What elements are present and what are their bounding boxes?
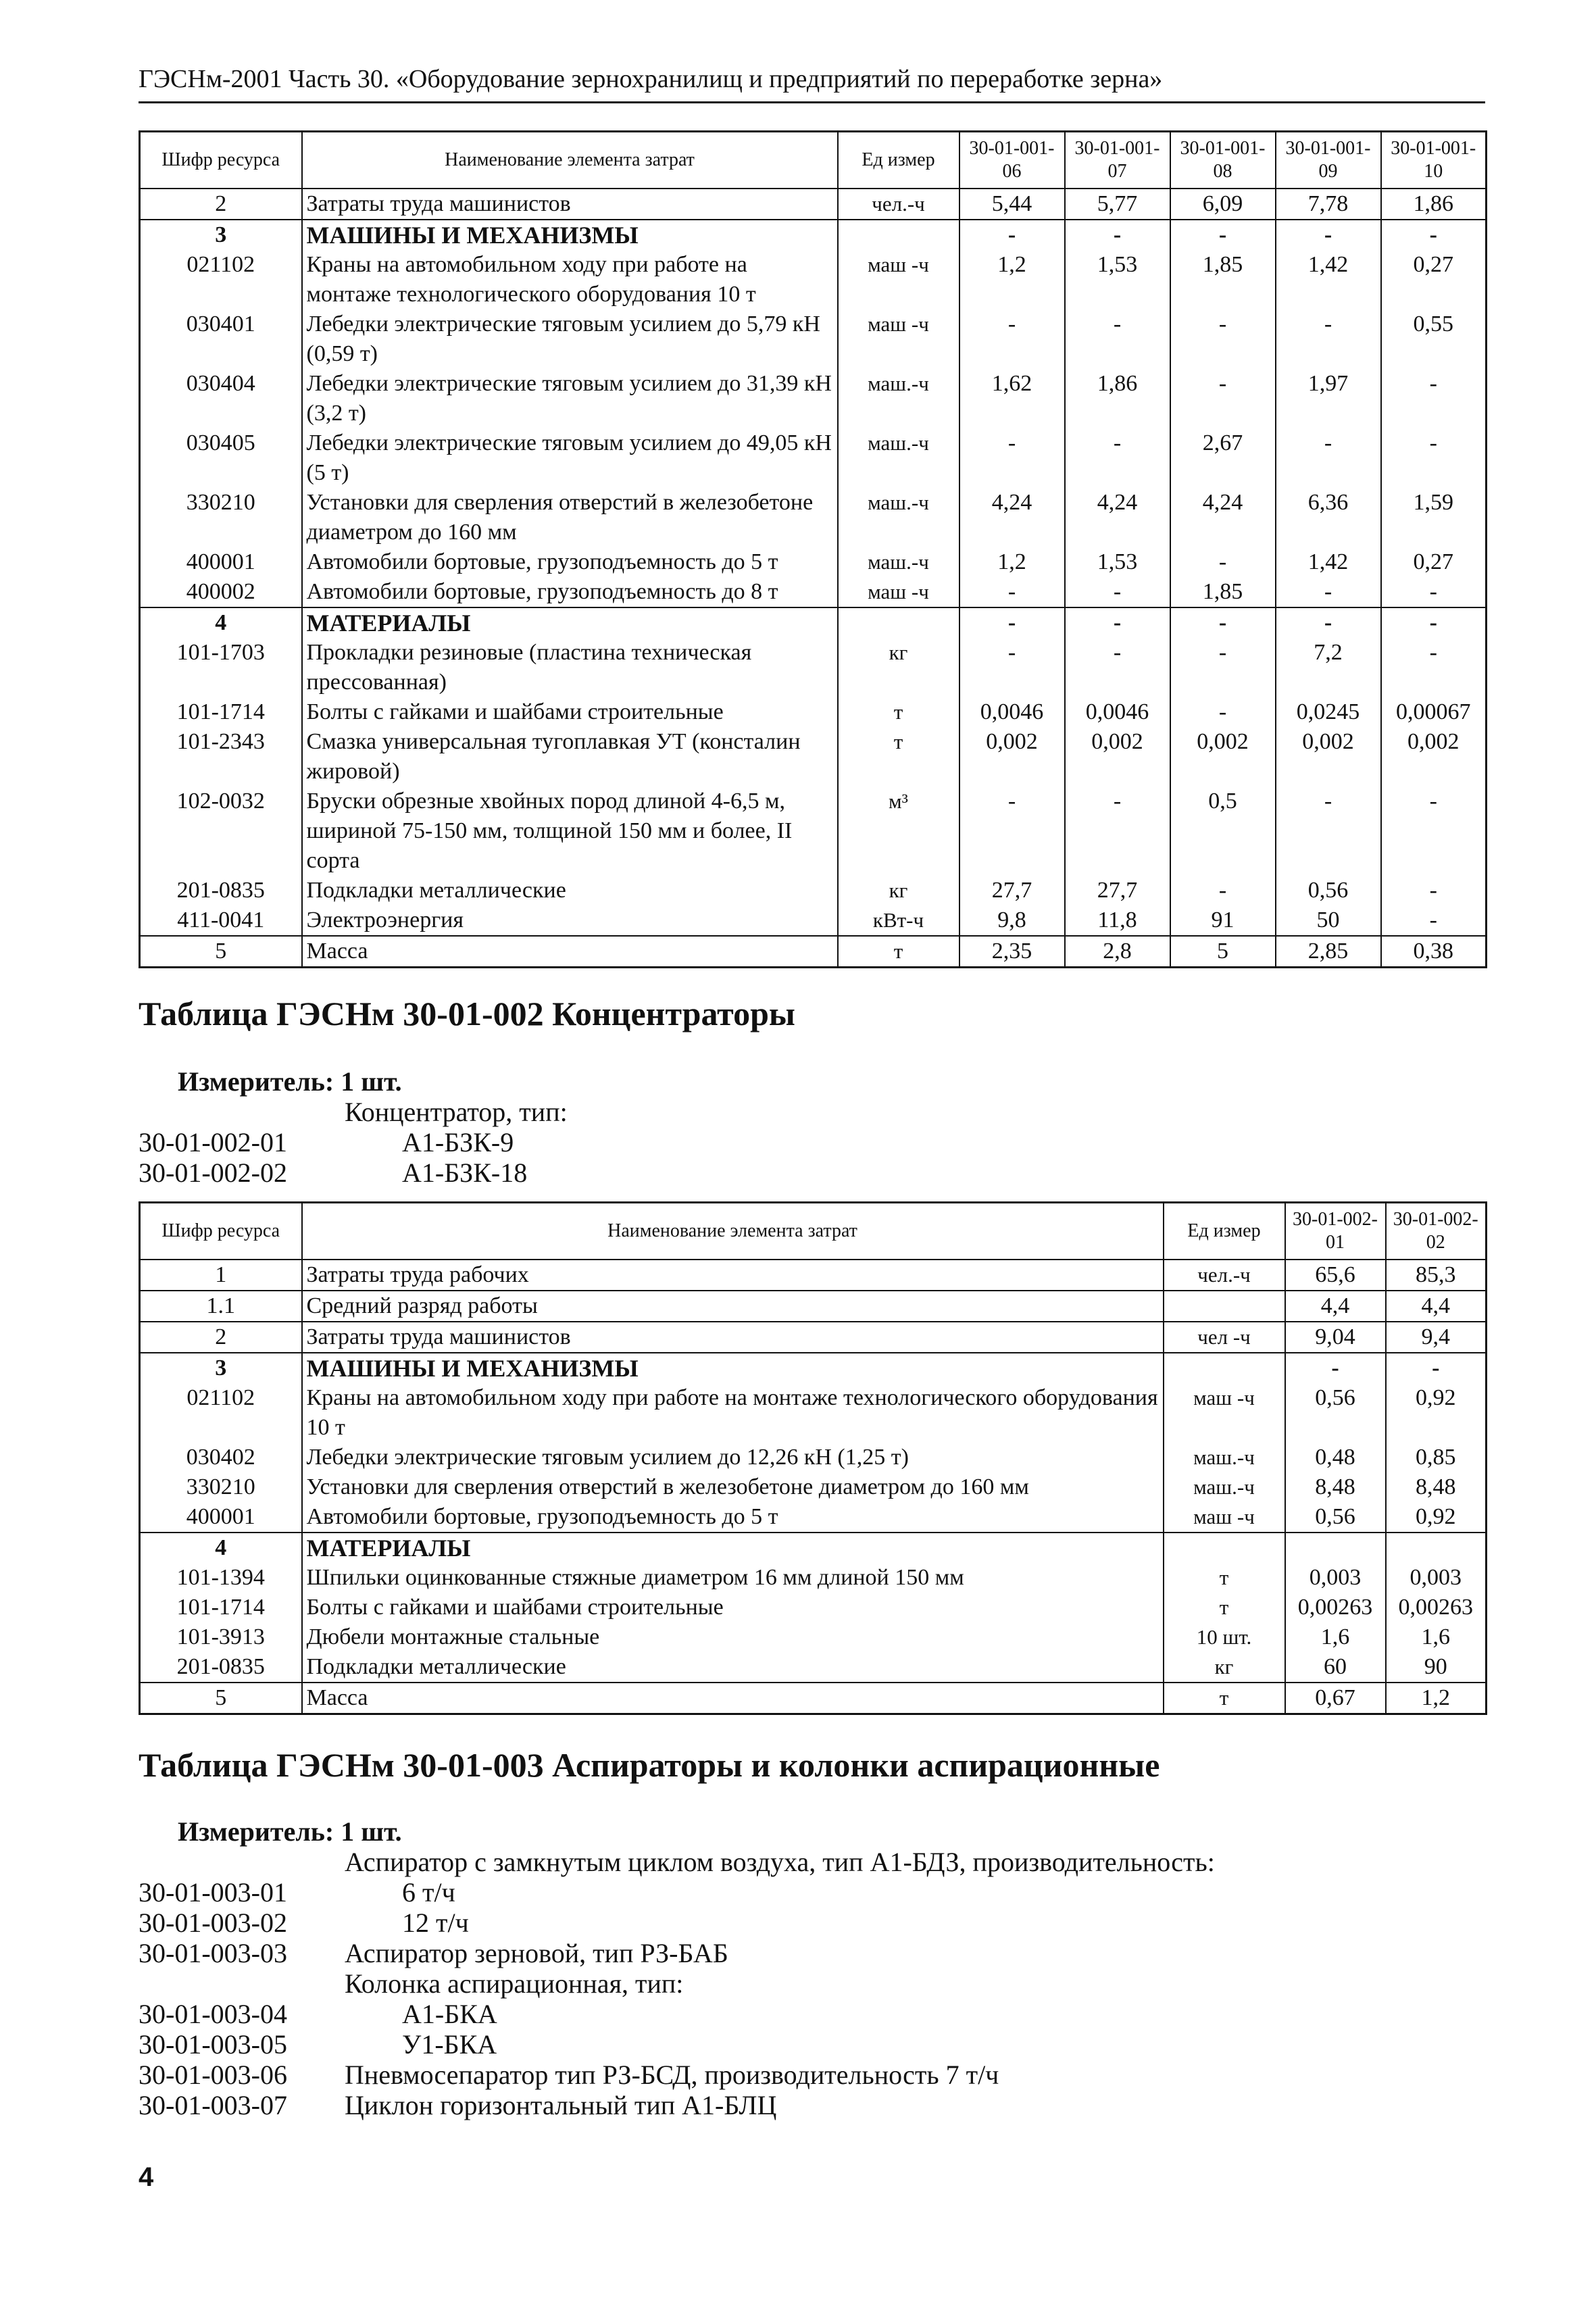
meter-value: 1 шт.	[341, 1066, 402, 1097]
cost-element-name: Краны на автомобильном ходу при работе на монтаже технологического оборудования 10 т	[302, 1383, 1164, 1443]
cost-element-name: Лебедки электрические тяговым усилием до 49,05 кН (5 т)	[302, 428, 838, 488]
col-header: 30-01-001-10	[1381, 132, 1487, 189]
table-row	[140, 309, 1487, 369]
cost-element-name: Средний разряд работы	[302, 1291, 1164, 1322]
resource-code: 330210	[140, 488, 302, 547]
table-row	[140, 1652, 1487, 1683]
resource-code: 400001	[140, 1502, 302, 1533]
value-cell: -	[1065, 428, 1170, 488]
resource-code: 030402	[140, 1443, 302, 1472]
value-cell: 2,35	[959, 936, 1065, 968]
value-cell: 0,27	[1381, 547, 1487, 577]
table-row	[140, 250, 1487, 309]
value-cell: -	[1285, 1353, 1386, 1383]
col-header: Шифр ресурса	[140, 1203, 302, 1260]
value-cell: 0,003	[1285, 1563, 1386, 1593]
resource-code: 3	[140, 220, 302, 250]
value-cell: 2,67	[1170, 428, 1276, 488]
value-cell: 4,4	[1285, 1291, 1386, 1322]
variant-description: А1-БКА	[402, 1999, 497, 2029]
resource-code: 1.1	[140, 1291, 302, 1322]
unit-cell: маш.-ч	[838, 428, 959, 488]
unit-cell: маш.-ч	[838, 547, 959, 577]
value-cell: -	[959, 428, 1065, 488]
value-cell: -	[1276, 607, 1381, 638]
resource-code: 030404	[140, 369, 302, 428]
value-cell: 0,85	[1386, 1443, 1487, 1472]
resource-code: 021102	[140, 1383, 302, 1443]
unit-cell: кВт-ч	[838, 905, 959, 936]
value-cell: -	[1170, 607, 1276, 638]
value-cell: 1,53	[1065, 547, 1170, 577]
cost-element-name: Автомобили бортовые, грузоподъемность до 8 т	[302, 577, 838, 607]
unit-cell: маш.-ч	[1164, 1472, 1285, 1502]
unit-cell: маш -ч	[1164, 1502, 1285, 1533]
value-cell: 1,85	[1170, 250, 1276, 309]
value-cell: -	[959, 638, 1065, 697]
value-cell: 0,0046	[959, 697, 1065, 727]
resource-code: 4	[140, 607, 302, 638]
value-cell: 9,8	[959, 905, 1065, 936]
variant-description: У1-БКА	[402, 2029, 497, 2060]
value-cell: -	[1381, 369, 1487, 428]
value-cell: 11,8	[1065, 905, 1170, 936]
variant-code: 30-01-003-01	[139, 1877, 287, 1908]
cost-element-name: Установки для сверления отверстий в железобетоне диаметром до 160 мм	[302, 488, 838, 547]
cost-element-name: МАТЕРИАЛЫ	[302, 1533, 1164, 1563]
resource-code: 101-1714	[140, 697, 302, 727]
resource-code: 030405	[140, 428, 302, 488]
table-header-row	[140, 1203, 1487, 1260]
value-cell	[1386, 1533, 1487, 1563]
page-number: 4	[139, 2162, 154, 2192]
value-cell: -	[1381, 220, 1487, 250]
value-cell: 0,5	[1170, 787, 1276, 876]
value-cell: -	[1170, 220, 1276, 250]
unit-cell	[838, 607, 959, 638]
table-row	[140, 488, 1487, 547]
value-cell: 65,6	[1285, 1260, 1386, 1291]
unit-cell: чел.-ч	[838, 189, 959, 220]
value-cell: -	[1170, 638, 1276, 697]
value-cell: -	[959, 220, 1065, 250]
resource-code: 201-0835	[140, 1652, 302, 1683]
unit-cell: чел -ч	[1164, 1322, 1285, 1353]
value-cell: 5	[1170, 936, 1276, 968]
variant-description: 6 т/ч	[402, 1877, 455, 1908]
resource-code: 101-1714	[140, 1593, 302, 1622]
section-row	[140, 607, 1487, 638]
section-row	[140, 1533, 1487, 1563]
variant-description: А1-БЗК-9	[402, 1127, 514, 1158]
table-row	[140, 1383, 1487, 1443]
table-row	[140, 1322, 1487, 1353]
unit-cell: кг	[838, 638, 959, 697]
table-row	[140, 1593, 1487, 1622]
value-cell: 0,67	[1285, 1683, 1386, 1714]
col-header: Наименование элемента затрат	[302, 1203, 1164, 1260]
table-row	[140, 1622, 1487, 1652]
value-cell: 0,002	[959, 727, 1065, 787]
variant-description: А1-БЗК-18	[402, 1158, 528, 1188]
value-cell: 9,04	[1285, 1322, 1386, 1353]
value-cell: 0,92	[1386, 1383, 1487, 1443]
unit-cell: маш.-ч	[838, 369, 959, 428]
table-title-30-01-002: Таблица ГЭСНм 30-01-002 Концентраторы	[139, 995, 795, 1032]
resource-code: 030401	[140, 309, 302, 369]
table-row	[140, 1260, 1487, 1291]
table-row	[140, 577, 1487, 607]
resource-code: 400002	[140, 577, 302, 607]
variant-description: Циклон горизонтальный тип А1-БЛЦ	[345, 2090, 777, 2120]
value-cell: 60	[1285, 1652, 1386, 1683]
value-cell: 1,2	[1386, 1683, 1487, 1714]
cost-element-name: Лебедки электрические тяговым усилием до 5,79 кН (0,59 т)	[302, 309, 838, 369]
resource-code: 5	[140, 1683, 302, 1714]
cost-element-name: Установки для сверления отверстий в железобетоне диаметром до 160 мм	[302, 1472, 1164, 1502]
value-cell: 1,62	[959, 369, 1065, 428]
cost-table-30-01-001	[139, 130, 1487, 968]
col-header: 30-01-002-02	[1386, 1203, 1487, 1260]
value-cell: 85,3	[1386, 1260, 1487, 1291]
unit-cell: т	[838, 727, 959, 787]
col-header: 30-01-001-09	[1276, 132, 1381, 189]
value-cell: 4,24	[1065, 488, 1170, 547]
value-cell: -	[959, 787, 1065, 876]
unit-cell: маш -ч	[838, 577, 959, 607]
unit-cell: маш -ч	[838, 250, 959, 309]
value-cell: 1,85	[1170, 577, 1276, 607]
resource-code: 2	[140, 1322, 302, 1353]
unit-cell	[1164, 1533, 1285, 1563]
value-cell: 1,42	[1276, 250, 1381, 309]
cost-element-name: МАТЕРИАЛЫ	[302, 607, 838, 638]
unit-cell: маш.-ч	[1164, 1443, 1285, 1472]
value-cell: 0,002	[1065, 727, 1170, 787]
unit-cell: 10 шт.	[1164, 1622, 1285, 1652]
value-cell: 0,00263	[1386, 1593, 1487, 1622]
value-cell: 4,24	[1170, 488, 1276, 547]
value-cell: 8,48	[1386, 1472, 1487, 1502]
unit-cell: кг	[838, 876, 959, 905]
value-cell	[1285, 1533, 1386, 1563]
variant-description: Аспиратор с замкнутым циклом воздуха, тип А1-БДЗ, производительность:	[345, 1847, 1215, 1877]
cost-element-name: Автомобили бортовые, грузоподъемность до 5 т	[302, 547, 838, 577]
value-cell: 6,09	[1170, 189, 1276, 220]
resource-code: 201-0835	[140, 876, 302, 905]
variant-code: 30-01-003-02	[139, 1908, 287, 1938]
value-cell: 1,2	[959, 250, 1065, 309]
col-header: 30-01-001-08	[1170, 132, 1276, 189]
value-cell: 27,7	[959, 876, 1065, 905]
unit-cell: кг	[1164, 1652, 1285, 1683]
value-cell: -	[1170, 309, 1276, 369]
resource-code: 2	[140, 189, 302, 220]
col-header: Ед измер	[1164, 1203, 1285, 1260]
meter-label: Измеритель:	[178, 1066, 334, 1097]
value-cell: -	[1381, 905, 1487, 936]
table-row	[140, 905, 1487, 936]
table-row	[140, 369, 1487, 428]
meter-line	[178, 1816, 402, 1847]
header-rule	[139, 101, 1485, 103]
value-cell: 91	[1170, 905, 1276, 936]
value-cell: 7,2	[1276, 638, 1381, 697]
value-cell: 5,77	[1065, 189, 1170, 220]
variant-description: Аспиратор зерновой, тип РЗ-БАБ	[345, 1938, 728, 1968]
value-cell: -	[1065, 607, 1170, 638]
value-cell: -	[959, 309, 1065, 369]
table-row	[140, 1683, 1487, 1714]
cost-element-name: Электроэнергия	[302, 905, 838, 936]
col-header: Ед измер	[838, 132, 959, 189]
cost-element-name: Затраты труда машинистов	[302, 1322, 1164, 1353]
value-cell: 1,6	[1285, 1622, 1386, 1652]
resource-code: 102-0032	[140, 787, 302, 876]
value-cell: -	[1276, 428, 1381, 488]
meter-label: Измеритель:	[178, 1816, 334, 1847]
table-row	[140, 697, 1487, 727]
unit-cell: т	[1164, 1683, 1285, 1714]
resource-code: 101-1394	[140, 1563, 302, 1593]
variant-code: 30-01-002-01	[139, 1127, 287, 1158]
resource-code: 101-1703	[140, 638, 302, 697]
variant-description: Концентратор, тип:	[345, 1097, 568, 1127]
value-cell: -	[1381, 607, 1487, 638]
variant-description: Колонка аспирационная, тип:	[345, 1968, 684, 1999]
meter-value: 1 шт.	[341, 1816, 402, 1847]
unit-cell: т	[838, 936, 959, 968]
cost-element-name: Болты с гайками и шайбами строительные	[302, 1593, 1164, 1622]
table-row	[140, 1472, 1487, 1502]
value-cell: 0,002	[1170, 727, 1276, 787]
value-cell: -	[1065, 638, 1170, 697]
value-cell: -	[1276, 309, 1381, 369]
cost-element-name: Краны на автомобильном ходу при работе на монтаже технологического оборудования 10 т	[302, 250, 838, 309]
resource-code: 3	[140, 1353, 302, 1383]
value-cell: -	[959, 577, 1065, 607]
value-cell: 0,002	[1276, 727, 1381, 787]
cost-element-name: Масса	[302, 1683, 1164, 1714]
table-row	[140, 787, 1487, 876]
value-cell: -	[1381, 876, 1487, 905]
value-cell: 27,7	[1065, 876, 1170, 905]
value-cell: 2,85	[1276, 936, 1381, 968]
table-row	[140, 189, 1487, 220]
value-cell: 0,27	[1381, 250, 1487, 309]
cost-element-name: Затраты труда машинистов	[302, 189, 838, 220]
table-row	[140, 727, 1487, 787]
value-cell: 0,56	[1285, 1502, 1386, 1533]
variant-code: 30-01-003-06	[139, 2060, 287, 2090]
cost-element-name: Лебедки электрические тяговым усилием до 31,39 кН (3,2 т)	[302, 369, 838, 428]
resource-code: 101-2343	[140, 727, 302, 787]
value-cell: -	[1170, 369, 1276, 428]
value-cell: 8,48	[1285, 1472, 1386, 1502]
variant-description: Пневмосепаратор тип РЗ-БСД, производительность 7 т/ч	[345, 2060, 999, 2090]
resource-code: 411-0041	[140, 905, 302, 936]
value-cell: -	[1276, 577, 1381, 607]
value-cell: 0,0046	[1065, 697, 1170, 727]
value-cell: 0,56	[1285, 1383, 1386, 1443]
value-cell: -	[1386, 1353, 1487, 1383]
cost-element-name: Болты с гайками и шайбами строительные	[302, 697, 838, 727]
resource-code: 5	[140, 936, 302, 968]
value-cell: -	[1276, 787, 1381, 876]
col-header: 30-01-001-06	[959, 132, 1065, 189]
value-cell: 1,2	[959, 547, 1065, 577]
cost-element-name: Шпильки оцинкованные стяжные диаметром 16 мм длиной 150 мм	[302, 1563, 1164, 1593]
cost-element-name: Бруски обрезные хвойных пород длиной 4-6,5 м, шириной 75-150 мм, толщиной 150 мм и более, II сорта	[302, 787, 838, 876]
value-cell: -	[1170, 697, 1276, 727]
unit-cell: т	[1164, 1563, 1285, 1593]
value-cell: -	[1170, 547, 1276, 577]
value-cell: 1,86	[1381, 189, 1487, 220]
value-cell: 0,48	[1285, 1443, 1386, 1472]
unit-cell	[1164, 1291, 1285, 1322]
table-row	[140, 638, 1487, 697]
resource-code: 021102	[140, 250, 302, 309]
value-cell: 0,00067	[1381, 697, 1487, 727]
value-cell: -	[1065, 577, 1170, 607]
value-cell: -	[1381, 428, 1487, 488]
cost-element-name: Прокладки резиновые (пластина техническая прессованная)	[302, 638, 838, 697]
meter-line	[178, 1066, 402, 1097]
resource-code: 1	[140, 1260, 302, 1291]
value-cell: -	[959, 607, 1065, 638]
value-cell: -	[1276, 220, 1381, 250]
value-cell: 1,97	[1276, 369, 1381, 428]
table-header-row	[140, 132, 1487, 189]
table-row	[140, 876, 1487, 905]
value-cell: -	[1381, 577, 1487, 607]
cost-element-name: Дюбели монтажные стальные	[302, 1622, 1164, 1652]
value-cell: 0,00263	[1285, 1593, 1386, 1622]
value-cell: -	[1065, 787, 1170, 876]
variant-code: 30-01-002-02	[139, 1158, 287, 1188]
table-row	[140, 1563, 1487, 1593]
cost-element-name: Автомобили бортовые, грузоподъемность до 5 т	[302, 1502, 1164, 1533]
table-row	[140, 936, 1487, 968]
value-cell: 2,8	[1065, 936, 1170, 968]
section-row	[140, 220, 1487, 250]
cost-element-name: МАШИНЫ И МЕХАНИЗМЫ	[302, 1353, 1164, 1383]
unit-cell: маш.-ч	[838, 488, 959, 547]
section-row	[140, 1353, 1487, 1383]
value-cell: 1,53	[1065, 250, 1170, 309]
value-cell: 6,36	[1276, 488, 1381, 547]
table-row	[140, 428, 1487, 488]
unit-cell: маш -ч	[838, 309, 959, 369]
value-cell: 5,44	[959, 189, 1065, 220]
cost-element-name: Затраты труда рабочих	[302, 1260, 1164, 1291]
col-header: Шифр ресурса	[140, 132, 302, 189]
value-cell: -	[1170, 876, 1276, 905]
value-cell: 0,56	[1276, 876, 1381, 905]
variant-description: 12 т/ч	[402, 1908, 469, 1938]
value-cell: 1,86	[1065, 369, 1170, 428]
variant-code: 30-01-003-03	[139, 1938, 287, 1968]
value-cell: 7,78	[1276, 189, 1381, 220]
value-cell: 90	[1386, 1652, 1487, 1683]
value-cell: 1,42	[1276, 547, 1381, 577]
resource-code: 4	[140, 1533, 302, 1563]
cost-element-name: Лебедки электрические тяговым усилием до 12,26 кН (1,25 т)	[302, 1443, 1164, 1472]
value-cell: -	[1065, 309, 1170, 369]
cost-table-30-01-002	[139, 1201, 1487, 1715]
col-header: 30-01-001-07	[1065, 132, 1170, 189]
value-cell: 1,59	[1381, 488, 1487, 547]
unit-cell: маш -ч	[1164, 1383, 1285, 1443]
value-cell: 50	[1276, 905, 1381, 936]
page-header: ГЭСНм-2001 Часть 30. «Оборудование зернохранилищ и предприятий по переработке зерна»	[139, 65, 1163, 93]
value-cell: 4,24	[959, 488, 1065, 547]
cost-element-name: Масса	[302, 936, 838, 968]
value-cell: -	[1381, 638, 1487, 697]
value-cell: -	[1381, 787, 1487, 876]
unit-cell: т	[1164, 1593, 1285, 1622]
table-title-30-01-003: Таблица ГЭСНм 30-01-003 Аспираторы и колонки аспирационные	[139, 1746, 1160, 1784]
unit-cell: чел.-ч	[1164, 1260, 1285, 1291]
value-cell: 1,6	[1386, 1622, 1487, 1652]
resource-code: 101-3913	[140, 1622, 302, 1652]
cost-element-name: Смазка универсальная тугоплавкая УТ (консталин жировой)	[302, 727, 838, 787]
value-cell: 0,92	[1386, 1502, 1487, 1533]
variant-code: 30-01-003-07	[139, 2090, 287, 2120]
table-row	[140, 1502, 1487, 1533]
resource-code: 400001	[140, 547, 302, 577]
value-cell: 0,38	[1381, 936, 1487, 968]
cost-element-name: МАШИНЫ И МЕХАНИЗМЫ	[302, 220, 838, 250]
value-cell: 9,4	[1386, 1322, 1487, 1353]
table-row	[140, 1291, 1487, 1322]
value-cell: 0,55	[1381, 309, 1487, 369]
variant-code: 30-01-003-04	[139, 1999, 287, 2029]
resource-code: 330210	[140, 1472, 302, 1502]
table-row	[140, 547, 1487, 577]
unit-cell	[838, 220, 959, 250]
variant-code: 30-01-003-05	[139, 2029, 287, 2060]
value-cell: -	[1065, 220, 1170, 250]
value-cell: 4,4	[1386, 1291, 1487, 1322]
unit-cell: м³	[838, 787, 959, 876]
col-header: Наименование элемента затрат	[302, 132, 838, 189]
value-cell: 0,002	[1381, 727, 1487, 787]
value-cell: 0,003	[1386, 1563, 1487, 1593]
unit-cell: т	[838, 697, 959, 727]
table-row	[140, 1443, 1487, 1472]
col-header: 30-01-002-01	[1285, 1203, 1386, 1260]
cost-element-name: Подкладки металлические	[302, 1652, 1164, 1683]
unit-cell	[1164, 1353, 1285, 1383]
value-cell: 0,0245	[1276, 697, 1381, 727]
cost-element-name: Подкладки металлические	[302, 876, 838, 905]
